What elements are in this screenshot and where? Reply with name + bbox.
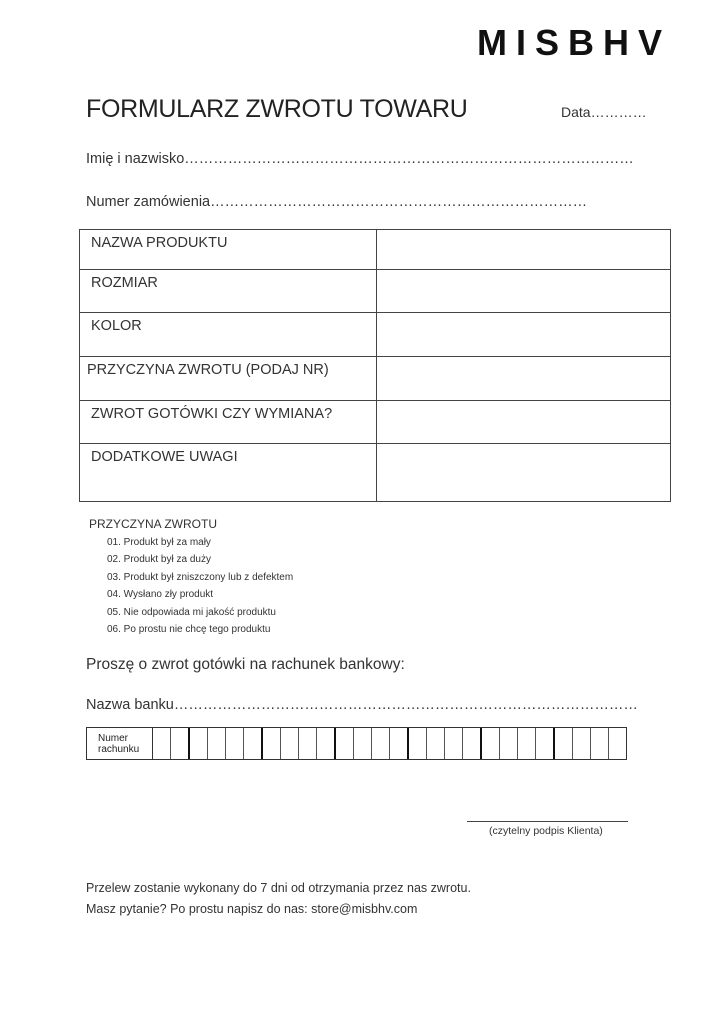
list-item: 02. Produkt był za duży [107,554,211,566]
product-name-label: NAZWA PRODUKTU [91,235,228,251]
brand-logo: MISBHV [477,22,672,63]
list-item: 06. Po prostu nie chcę tego produktu [107,623,271,635]
refund-or-exchange-label: ZWROT GOTÓWKI CZY WYMIANA? [91,406,333,422]
list-item: 04. Wysłano zły produkt [107,589,214,601]
account-digit-cell[interactable] [244,728,263,759]
order-number-field[interactable]: Numer zamówienia…………………………………………………………………… [86,194,588,210]
list-item: 01. Produkt był za mały [107,537,211,548]
list-item: 03. Produkt był zniszczony lub z defektem [107,571,294,583]
return-reason-label: PRZYCZYNA ZWROTU (PODAJ NR) [87,362,329,378]
date-field[interactable]: Data………… [561,104,647,120]
account-digit-cell[interactable] [518,728,536,759]
account-digit-cell[interactable] [591,728,609,759]
account-digit-cell[interactable] [463,728,482,759]
product-name-cell[interactable] [376,230,670,269]
account-digit-cell[interactable] [208,728,226,759]
account-digit-cell[interactable] [390,728,409,759]
table-row [80,400,670,443]
account-digit-cell[interactable] [226,728,244,759]
signature-line[interactable] [467,821,628,822]
account-digit-cell[interactable] [536,728,555,759]
bank-refund-request: Proszę o zwrot gotówki na rachunek bankowy: [86,656,405,673]
account-digit-cell[interactable] [281,728,299,759]
account-number-label: Numer rachunku [87,728,153,759]
return-reason-cell[interactable] [376,357,670,400]
account-number-grid [86,727,627,760]
account-digit-cell[interactable] [445,728,463,759]
account-digit-cell[interactable] [573,728,591,759]
product-table [79,229,671,502]
reasons-list [107,537,293,641]
full-name-field[interactable]: Imię i nazwisko………………………………………………………………………………… [86,151,634,167]
reasons-heading: PRZYCZYNA ZWROTU [89,517,217,531]
table-row [80,269,670,312]
table-row [80,443,670,502]
form-title: FORMULARZ ZWROTU TOWARU [86,95,468,123]
additional-notes-cell[interactable] [376,444,670,502]
account-digit-cell[interactable] [372,728,390,759]
table-row [80,312,670,356]
account-digit-cell[interactable] [317,728,336,759]
bank-name-field[interactable]: Nazwa banku…………………………………………………………………………………… [86,697,638,713]
account-digit-cell[interactable] [336,728,354,759]
contact-note: Masz pytanie? Po prostu napisz do nas: store@misbhv.com [86,902,418,916]
size-cell[interactable] [376,270,670,312]
account-digit-cell[interactable] [263,728,281,759]
color-cell[interactable] [376,313,670,356]
size-label: ROZMIAR [91,275,158,291]
list-item: 05. Nie odpowiada mi jakość produktu [107,606,276,618]
account-digit-cell[interactable] [190,728,208,759]
account-digit-cell[interactable] [482,728,500,759]
account-digit-cell[interactable] [153,728,171,759]
account-digit-cell[interactable] [555,728,573,759]
account-digit-cell[interactable] [409,728,427,759]
table-row [80,230,670,269]
account-digit-cell[interactable] [609,728,626,759]
account-digit-cell[interactable] [299,728,317,759]
transfer-note: Przelew zostanie wykonany do 7 dni od otrzymania przez nas zwrotu. [86,881,471,895]
color-label: KOLOR [91,318,142,334]
account-digit-cell[interactable] [427,728,445,759]
account-digit-cell[interactable] [500,728,518,759]
account-digit-cell[interactable] [354,728,372,759]
refund-or-exchange-cell[interactable] [376,401,670,443]
account-digit-cell[interactable] [171,728,190,759]
signature-caption: (czytelny podpis Klienta) [489,825,603,837]
additional-notes-label: DODATKOWE UWAGI [91,449,238,465]
table-row [80,356,670,400]
